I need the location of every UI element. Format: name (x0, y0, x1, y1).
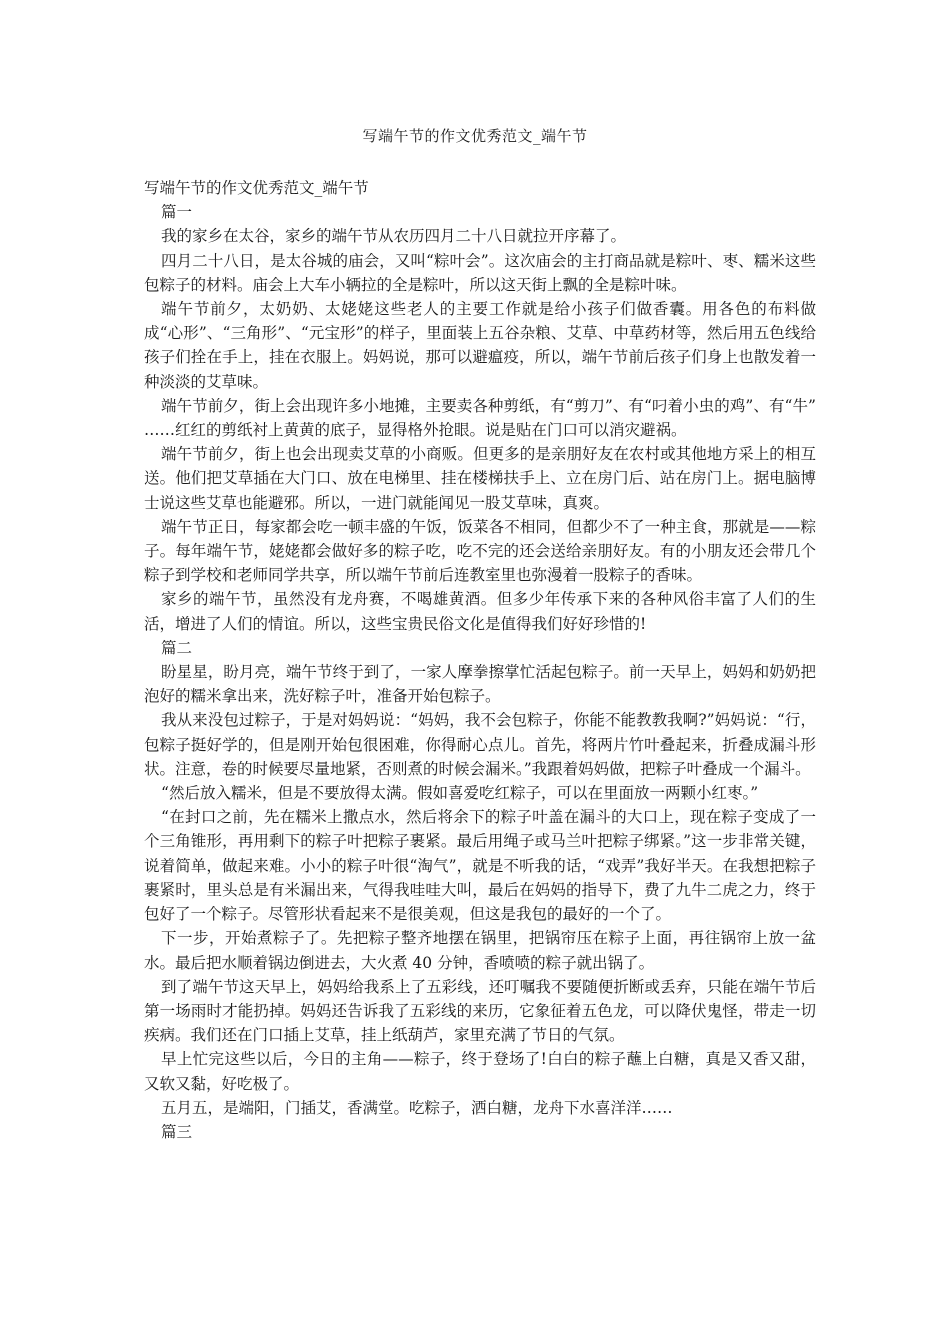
section-heading: 篇二 (161, 638, 193, 657)
paragraph: 我的家乡在太谷，家乡的端午节从农历四月二十八日就拉开序幕了。 (161, 227, 627, 246)
section-heading: 篇三 (161, 1122, 193, 1141)
section-heading: 篇一 (161, 203, 193, 222)
paragraph: 端午节前夕，街上会出现许多小地摊，主要卖各种剪纸，有“剪刀”、有“叼着小虫的鸡”、有“牛” ……红红的剪纸衬上黄黄的底子，显得格外抢眼。说是贴在门口可以消灾避祸。 (144, 396, 816, 440)
paragraph: 到了端午节这天早上，妈妈给我系上了五彩线，还叮嘱我不要随便折断或丢弃，只能在端午节后第一场雨时才能扔掉。妈妈还告诉我了五彩线的来历，它象征着五色龙，可以降伏鬼怪，带走一切疾病。我们还在门口插上艾草，挂上纸葫芦，家里充满了节日的气氛。 (144, 977, 816, 1045)
paragraph: “然后放入糯米，但是不要放得太满。假如喜爱吃红粽子，可以在里面放一两颗小红枣。” (161, 784, 759, 803)
paragraph: “在封口之前，先在糯米上撒点水，然后将余下的粽子叶盖在漏斗的大口上，现在粽子变成了一个三角锥形，再用剩下的粽子叶把粽子裹紧。最后用绳子或马兰叶把粽子绑紧。”这一步非常关键，说着简单，做起来难。小小的粽子叶很“淘气”，就是不听我的话，“戏弄”我好半天。在我想把粽子裹紧时，里头总是有米漏出来，气得我哇哇大叫，最后在妈妈的指导下，费了九牛二虎之力，终于包好了一个粽子。尽管形状看起来不是很美观，但这是我包的最好的一个了。 (144, 808, 816, 924)
paragraph: 五月五，是端阳，门插艾，香满堂。吃粽子，洒白糖，龙舟下水喜洋洋…… (161, 1098, 673, 1117)
page-header-title: 写端午节的作文优秀范文_端午节 (362, 127, 588, 145)
document-title: 写端午节的作文优秀范文_端午节 (144, 179, 369, 197)
paragraph: 四月二十八日，是太谷城的庙会，又叫“粽叶会”。这次庙会的主打商品就是粽叶、枣、糯米这些包粽子的材料。庙会上大车小辆拉的全是粽叶，所以这天街上飘的全是粽叶味。 (144, 251, 816, 294)
paragraph: 端午节前夕，太奶奶、太姥姥这些老人的主要工作就是给小孩子们做香囊。用各色的布料做成“心形”、“三角形”、“元宝形”的样子，里面装上五谷杂粮、艾草、中草药材等，然后用五色线给孩子们拴在手上，挂在衣服上。妈妈说，那可以避瘟疫，所以，端午节前后孩子们身上也散发着一种淡淡的艾草味。 (144, 300, 816, 391)
paragraph: 端午节正日，每家都会吃一顿丰盛的午饭，饭菜各不相同，但都少不了一种主食，那就是——粽子。每年端午节，姥姥都会做好多的粽子吃，吃不完的还会送给亲朋好友。有的小朋友还会带几个粽子到学校和老师同学共享，所以端午节前后连教室里也弥漫着一股粽子的香味。 (144, 517, 816, 585)
paragraph: 我从来没包过粽子，于是对妈妈说：“妈妈，我不会包粽子，你能不能教教我啊?”妈妈说：“行，包粽子挺好学的，但是刚开始包很困难，你得耐心点儿。首先，将两片竹叶叠起来，折叠成漏斗形状。注意，卷的时候要尽量地紧，否则煮的时候会漏米。”我跟着妈妈做，把粽子叶叠成一个漏斗。 (144, 711, 816, 778)
paragraph: 盼星星，盼月亮，端午节终于到了，一家人摩拳擦掌忙活起包粽子。前一天早上，妈妈和奶奶把泡好的糯米拿出来，洗好粽子叶，准备开始包粽子。 (144, 663, 816, 706)
paragraph: 下一步，开始煮粽子了。先把粽子整齐地摆在锅里，把锅帘压在粽子上面，再往锅帘上放一盆水。最后把水顺着锅边倒进去，大火煮 40 分钟，香喷喷的粽子就出锅了。 (144, 929, 816, 972)
document-body (144, 176, 816, 1144)
paragraph: 端午节前夕，街上也会出现卖艾草的小商贩。但更多的是亲朋好友在农村或其他地方采上的相互送。他们把艾草插在大门口、放在电梯里、挂在楼梯扶手上、立在房门后、站在房门上。据电脑博士说这些艾草也能避邪。所以，一进门就能闻见一股艾草味，真爽。 (144, 445, 816, 512)
paragraph: 早上忙完这些以后，今日的主角——粽子，终于登场了!白白的粽子蘸上白糖，真是又香又甜，又软又黏，好吃极了。 (144, 1050, 816, 1093)
paragraph: 家乡的端午节，虽然没有龙舟赛，不喝雄黄酒。但多少年传承下来的各种风俗丰富了人们的生活，增进了人们的情谊。所以，这些宝贵民俗文化是值得我们好好珍惜的! (144, 590, 816, 633)
